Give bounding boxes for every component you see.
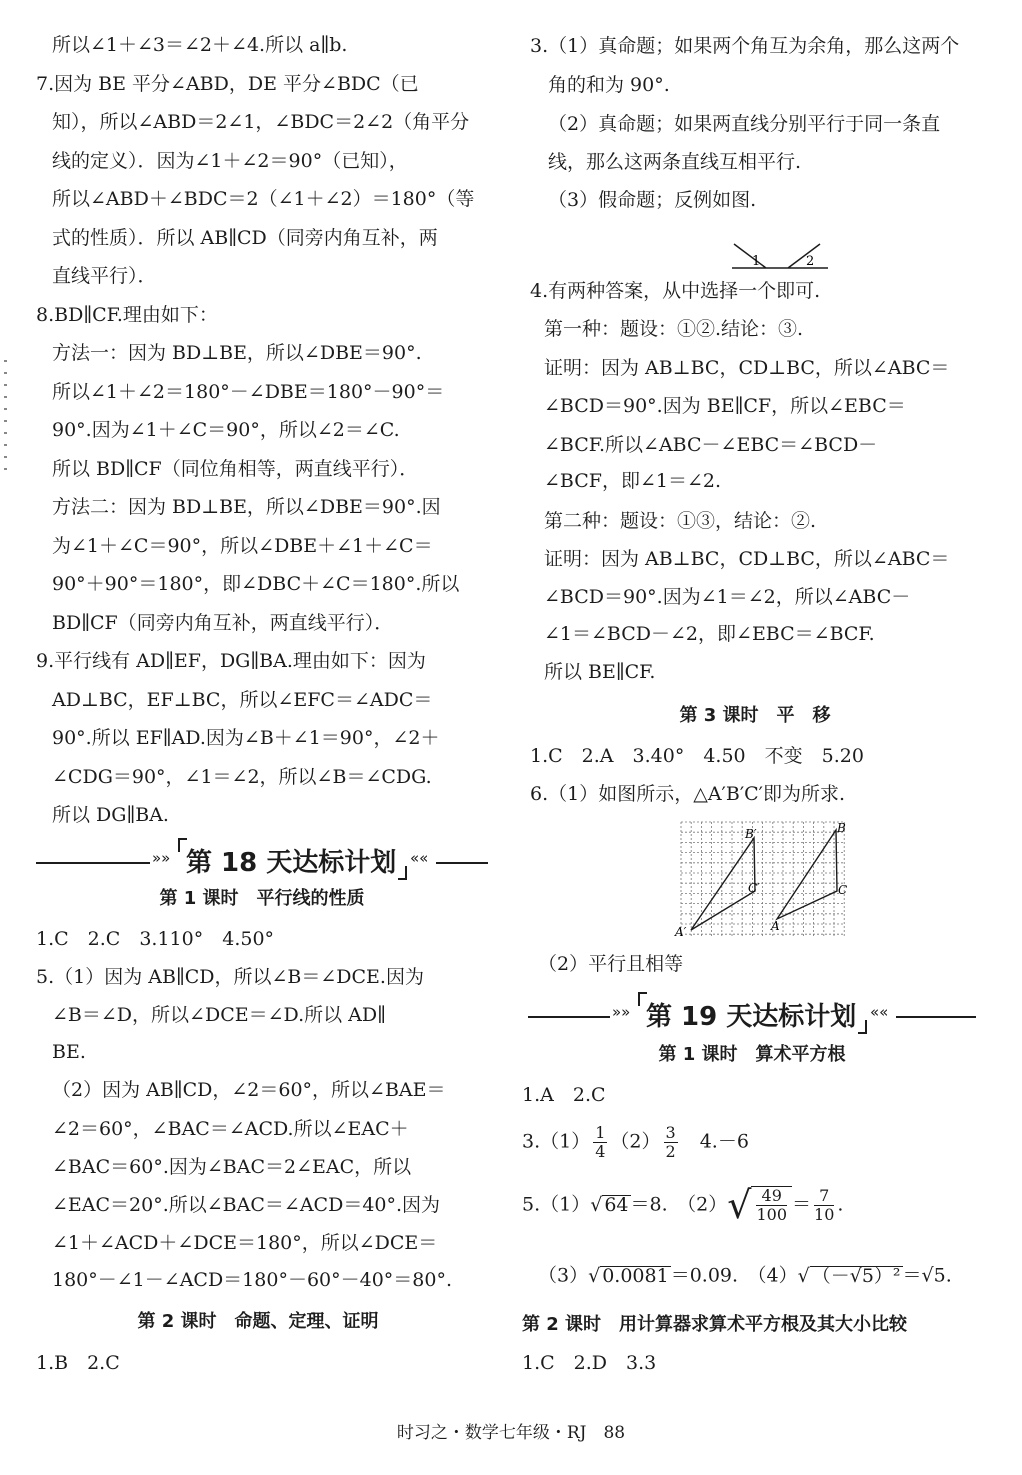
fraction [814,1187,834,1223]
vertex-label: C′ [748,881,760,895]
banner-arrow-icon: «« [410,849,429,867]
math-text: ＝8. （2） [630,1193,728,1216]
left-text-line: 所以∠ABD＋∠BDC＝2（∠1＋∠2）＝180°（等 [52,188,475,210]
left-text-line: 所以 DG∥BA. [52,804,169,826]
left-text-line: 所以 BD∥CF（同位角相等，两直线平行）． [52,457,419,480]
radical: √ 64 [590,1193,629,1216]
banner-arrow-icon: »» [152,849,171,867]
right-text-line: 第一种：题设：①②.结论：③. [544,318,804,340]
left-text-line: 8.BD∥CF.理由如下： [36,303,218,326]
banner-bracket-icon [178,838,187,852]
lesson-heading: 第 1 课时 算术平方根 [658,1044,846,1065]
translation-grid-figure [673,818,853,942]
angle-label: 1 [752,254,761,269]
right-text-line: 3.（1）真命题；如果两个角互为余角，那么这两个 [530,35,960,57]
banner-rule-right [896,1016,976,1018]
counterexample-figure [728,238,848,274]
answer-line: 1.C 2.D 3.3 [522,1352,657,1374]
right-text-line: ∠BCD＝90°.因为∠1＝∠2，所以∠ABC－ [544,586,911,608]
banner-day-18-title: 第 18 天达标计划 [186,848,397,878]
banner-bracket-icon [858,1020,867,1034]
left-text-line: 7.因为 BE 平分∠ABD，DE 平分∠BDC（已 [36,72,419,95]
left-text-line: 1.C 2.C 3.110° 4.50° [36,928,275,950]
math-text: ＝√5. [902,1264,952,1287]
left-text-line: ∠BAC＝60°.因为∠BAC＝2∠EAC，所以 [52,1156,412,1178]
banner-day-18 [36,838,488,882]
vertex-label: A [771,919,780,933]
fraction-numerator: 7 [814,1187,834,1206]
left-text-line: 知），所以∠ABD＝2∠1，∠BDC＝2∠2（角平分 [52,111,470,133]
answer-line: 1.C 2.A 3.40° 4.50 不变 5.20 [530,745,864,767]
left-text-line: 式的性质）．所以 AB∥CD（同旁内角互补，两 [52,226,438,249]
answer-math-line [522,1183,844,1227]
banner-arrow-icon: «« [870,1003,889,1021]
left-text-line: 90°.因为∠1＋∠C＝90°，所以∠2＝∠C. [52,419,400,441]
banner-bracket-icon [638,992,647,1006]
lesson-heading: 第 2 课时 命题、定理、证明 [137,1311,379,1332]
left-text-line: ∠CDG＝90°，∠1＝∠2，所以∠B＝∠CDG. [52,765,432,788]
math-text: 5.（1） [522,1193,591,1216]
fraction-numerator: 49 [756,1187,787,1206]
right-text-line: 线，那么这两条直线互相平行. [548,151,802,173]
right-text-line: ∠BCD＝90°.因为 BE∥CF，所以∠EBC＝ [544,395,906,417]
radical [727,1183,792,1227]
fraction-denominator: 2 [665,1141,676,1161]
right-text-line: 证明：因为 AB⊥BC，CD⊥BC，所以∠ABC＝ [544,357,950,379]
left-text-line: 线的定义）．因为∠1＋∠2＝90°（已知）， [52,149,408,172]
left-text-line: 9.平行线有 AD∥EF，DG∥BA.理由如下：因为 [36,650,426,672]
left-text-line: ∠B＝∠D，所以∠DCE＝∠D.所以 AD∥ [52,1004,386,1026]
left-text-line: （2）因为 AB∥CD，∠2＝60°，所以∠BAE＝ [52,1079,446,1101]
lesson-heading: 第 2 课时 用计算器求算术平方根及其大小比较 [522,1314,908,1335]
left-text-line: ∠EAC＝20°.所以∠BAC＝∠ACD＝40°.因为 [52,1194,441,1216]
sqrt-icon: √ [590,1193,603,1216]
math-text: 4.－6 [680,1130,749,1153]
right-text-line: 角的和为 90°. [548,74,670,96]
fraction [593,1124,607,1160]
page-footer: 时习之・数学七年级・RJ 88 [396,1423,626,1443]
banner-bracket-icon [398,866,407,880]
fraction-numerator: 1 [595,1123,606,1142]
left-text-line: 90°＋90°＝180°，即∠DBC＋∠C＝180°.所以 [52,573,460,595]
vertex-label: C [838,883,848,897]
fraction [756,1187,787,1223]
answer-line: 1.A 2.C [522,1084,606,1106]
right-text-line: ∠BCF，即∠1＝∠2. [544,470,722,492]
left-text-line: ∠1＋∠ACD＋∠DCE＝180°，所以∠DCE＝ [52,1232,438,1254]
banner-day-19 [528,992,976,1036]
banner-rule-left [528,1016,610,1018]
left-text-line: 为∠1＋∠C＝90°，所以∠DBE＋∠1＋∠C＝ [52,534,433,557]
right-text-line: （2）平行且相等 [538,953,684,975]
left-text-line: BE. [52,1041,86,1063]
vertex-label: B [837,821,846,835]
banner-rule-left [36,862,150,864]
right-text-line: ∠1＝∠BCD－∠2，即∠EBC＝∠BCF. [544,623,875,645]
right-text-line: 第二种：题设：①③，结论：②. [544,510,817,532]
triangle [691,838,755,930]
triangle [777,830,837,919]
math-text: （3） [538,1264,589,1287]
fraction-denominator: 4 [595,1141,606,1161]
fraction-denominator: 10 [814,1204,835,1224]
right-text-line: 6.（1）如图所示，△A′B′C′即为所求. [530,783,846,805]
answer-math-line [538,1266,952,1286]
angle-label: 2 [806,254,815,269]
right-text-line: 所以 BE∥CF. [544,661,656,683]
left-text-line: 方法一：因为 BD⊥BE，所以∠DBE＝90°. [52,342,422,364]
fraction [664,1124,678,1160]
answer-line: 1.B 2.C [36,1352,120,1374]
right-text-line: 4.有两种答案，从中选择一个即可. [530,280,821,302]
right-text-line: 证明：因为 AB⊥BC，CD⊥BC，所以∠ABC＝ [544,548,950,570]
vertex-label: B′ [745,827,757,841]
left-text-line: 5.（1）因为 AB∥CD，所以∠B＝∠DCE.因为 [36,966,424,988]
left-text-line: 所以∠1＋∠2＝180°－∠DBE＝180°－90°＝ [52,380,445,403]
math-text: 3.（1） [522,1130,591,1153]
right-text-line: （3）假命题；反例如图. [548,189,757,211]
left-text-line: 方法二：因为 BD⊥BE，所以∠DBE＝90°.因 [52,496,441,518]
math-text: . [837,1193,844,1216]
left-text-line: 直线平行）． [52,265,157,287]
math-text: ＝0.09. （4） [670,1264,798,1287]
banner-rule-right [436,862,488,864]
math-text: ＝ [792,1193,812,1216]
fraction-numerator: 3 [665,1123,676,1142]
left-text-line: AD⊥BC，EF⊥BC，所以∠EFC＝∠ADC＝ [52,688,433,711]
sqrt-icon: √ [588,1264,601,1287]
lesson-heading: 第 3 课时 平 移 [679,705,831,726]
banner-arrow-icon: »» [612,1003,631,1021]
fraction-denominator: 100 [756,1205,787,1224]
left-text-line: 所以∠1＋∠3＝∠2＋∠4.所以 a∥b. [52,34,348,56]
answer-math-line [522,1124,749,1160]
sqrt-icon: √ [727,1183,752,1227]
right-text-line: ∠BCF.所以∠ABC－∠EBC＝∠BCD－ [544,434,878,456]
lesson-heading: 第 1 课时 平行线的性质 [159,888,365,909]
left-text-line: 90°.所以 EF∥AD.因为∠B＋∠1＝90°，∠2＋ [52,727,440,749]
banner-day-19-title: 第 19 天达标计划 [646,1002,857,1032]
left-text-line: BD∥CF（同旁内角互补，两直线平行）． [52,611,394,634]
radical: √ （－√5）² [797,1264,901,1287]
right-text-line: （2）真命题；如果两直线分别平行于同一条直 [548,113,941,135]
left-text-line: ∠2＝60°，∠BAC＝∠ACD.所以∠EAC＋ [52,1118,409,1140]
radical: √ 0.0081 [588,1264,669,1287]
vertex-label: A′ [675,925,687,939]
math-text: （2） [610,1130,661,1153]
sqrt-icon: √ [797,1264,810,1287]
binding-dots [4,360,7,480]
left-text-line: 180°－∠1－∠ACD＝180°－60°－40°＝80°. [52,1269,453,1291]
